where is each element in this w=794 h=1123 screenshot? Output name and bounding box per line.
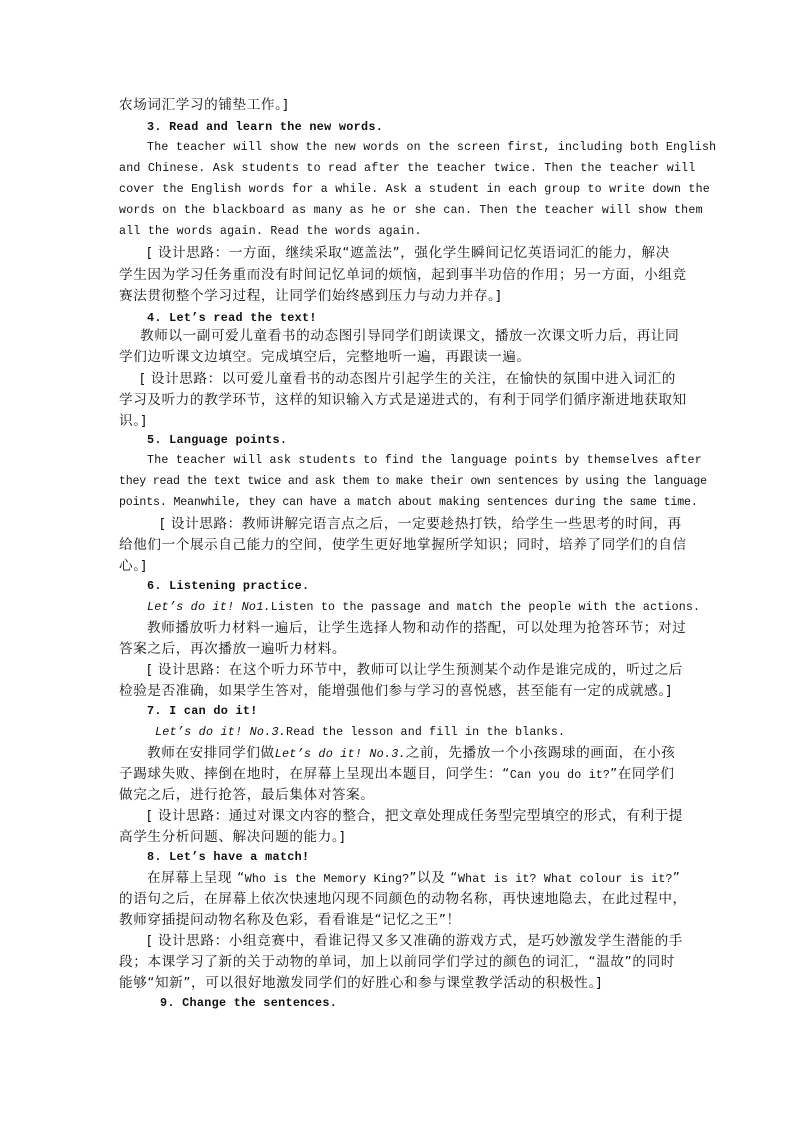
- paragraph-line: The teacher will show the new words on the screen first, including both English: [147, 141, 717, 154]
- paragraph-line: 教师播放听力材料一遍后，让学生选择人物和动作的搭配，可以处理为抢答环节；对过: [147, 620, 687, 636]
- design-note-line: 学生因为学习任务重而没有时间记忆单词的烦恼，起到事半功倍的作用；另一方面，小组竞: [119, 267, 687, 283]
- exercise-line: [155, 722, 675, 743]
- paragraph-line: 答案之后，再次播放一遍听力材料。: [119, 641, 347, 657]
- design-note-line: [ 设计思路：小组竞赛中，看谁记得又多又准确的游戏方式，是巧妙激发学生潜能的手: [147, 933, 683, 949]
- design-note-line: [ 设计思路：以可爱儿童看书的动态图片引起学生的关注，在愉快的氛围中进入词汇的: [140, 371, 676, 387]
- exercise-instruction: Read the lesson and fill in the blanks.: [286, 726, 566, 739]
- text-line: 农场词汇学习的铺垫工作。]: [119, 97, 289, 113]
- paragraph-line: 学们边听课文边填空。完成填空后，完整地听一遍，再跟读一遍。: [119, 349, 531, 365]
- paragraph-line: cover the English words for a while. Ask a student in each group to write down the: [119, 183, 711, 196]
- paragraph-line: [119, 764, 675, 786]
- exercise-reference: Let’s do it! No1.: [147, 600, 271, 614]
- design-note-line: [ 设计思路：在这个听力环节中，教师可以让学生预测某个动作是谁完成的，听过之后: [147, 662, 683, 678]
- design-note-line: 学习及听力的教学环节，这样的知识输入方式是递进式的，有利于同学们循序渐进地获取知: [119, 392, 687, 408]
- design-note-line: [ 设计思路：教师讲解完语言点之后，一定要趁热打铁，给学生一些思考的时间，再: [160, 516, 682, 532]
- design-note-line: 赛法贯彻整个学习过程，让同学们始终感到压力与动力并存。]: [119, 288, 502, 304]
- section-heading-5: 5. Language points.: [147, 433, 288, 447]
- paragraph-line: [147, 743, 675, 764]
- exercise-reference: Let’s do it! No.3.: [155, 725, 287, 739]
- design-note-line: 段；本课学习了新的关于动物的单词，加上以前同学们学过的颜色的词汇，“温故”的同时: [119, 954, 675, 970]
- text-segment: 之前，先播放一个小孩踢球的画面，在小孩: [405, 745, 676, 761]
- paragraph-line: 教师穿插提问动物名称及色彩，看看谁是“记忆之王”！: [119, 912, 461, 928]
- paragraph-line: 做完之后，进行抢答，最后集体对答案。: [119, 787, 375, 803]
- design-note-line: 给他们一个展示自己能力的空间，使学生更好地掌握所学知识；同时，培养了同学们的自信: [119, 537, 687, 553]
- section-heading-4: 4. Let’s read the text!: [147, 311, 317, 325]
- paragraph-line: 教师以一副可爱儿童看书的动态图引导同学们朗读课文，播放一次课文听力后，再让同: [140, 328, 680, 344]
- paragraph-line: they read the text twice and ask them to make their own sentences by using the language: [119, 475, 707, 488]
- paragraph-line: 的语句之后，在屏幕上依次快速地闪现不同颜色的动物名称，再快速地隐去，在此过程中，: [119, 891, 687, 907]
- text-segment: ”在同学们: [610, 766, 675, 782]
- text-segment: 教师在安排同学们做: [147, 745, 275, 761]
- design-note-line: [ 设计思路：通过对课文内容的整合，把文章处理成任务型完型填空的形式，有利于提: [147, 808, 683, 824]
- design-note-line: [ 设计思路：一方面，继续采取“遮盖法”，强化学生瞬间记忆英语词汇的能力，解决: [147, 245, 670, 261]
- section-heading-3: 3. Read and learn the new words.: [147, 120, 384, 134]
- paragraph-line: points. Meanwhile, they can have a match about making sentences during the same time.: [119, 496, 698, 509]
- paragraph-line: [147, 868, 681, 890]
- text-segment: 在屏幕上呈现 “: [147, 870, 245, 886]
- paragraph-line: The teacher will ask students to find the language points by themselves after: [147, 454, 702, 467]
- text-segment: 子踢球失败、摔倒在地时，在屏幕上呈现出本题目，问学生：“: [119, 766, 510, 782]
- exercise-reference: Let’s do it! No.3.: [274, 747, 406, 761]
- design-note-line: 检验是否准确，如果学生答对，能增强他们参与学习的喜悦感，甚至能有一定的成就感。]: [119, 683, 672, 699]
- section-heading-7: 7. I can do it!: [147, 704, 258, 718]
- quoted-phrase: What is it? What colour is it?: [457, 873, 673, 886]
- paragraph-line: and Chinese. Ask students to read after the teacher twice. Then the teacher will: [119, 162, 696, 175]
- design-note-line: 心。]: [119, 558, 147, 574]
- design-note-line: 识。]: [119, 413, 147, 429]
- design-note-line: 能够“知新”，可以很好地激发同学们的好胜心和参与课堂教学活动的积极性。]: [119, 975, 602, 991]
- section-heading-6: 6. Listening practice.: [147, 579, 310, 593]
- text-segment: ”: [672, 870, 681, 886]
- paragraph-line: all the words again. Read the words again.: [119, 225, 422, 238]
- paragraph-line: words on the blackboard as many as he or she can. Then the teacher will show them: [119, 204, 703, 217]
- exercise-line: [147, 597, 701, 618]
- quoted-phrase: Who is the Memory King?: [244, 873, 410, 886]
- exercise-instruction: Listen to the passage and match the people with the actions.: [270, 601, 701, 614]
- section-heading-9: 9. Change the sentences.: [160, 996, 338, 1010]
- section-heading-8: 8. Let’s have a match!: [147, 850, 310, 864]
- design-note-line: 高学生分析问题、解决问题的能力。]: [119, 829, 346, 845]
- quoted-question: Can you do it?: [509, 769, 611, 782]
- text-segment: ”以及 “: [409, 870, 458, 886]
